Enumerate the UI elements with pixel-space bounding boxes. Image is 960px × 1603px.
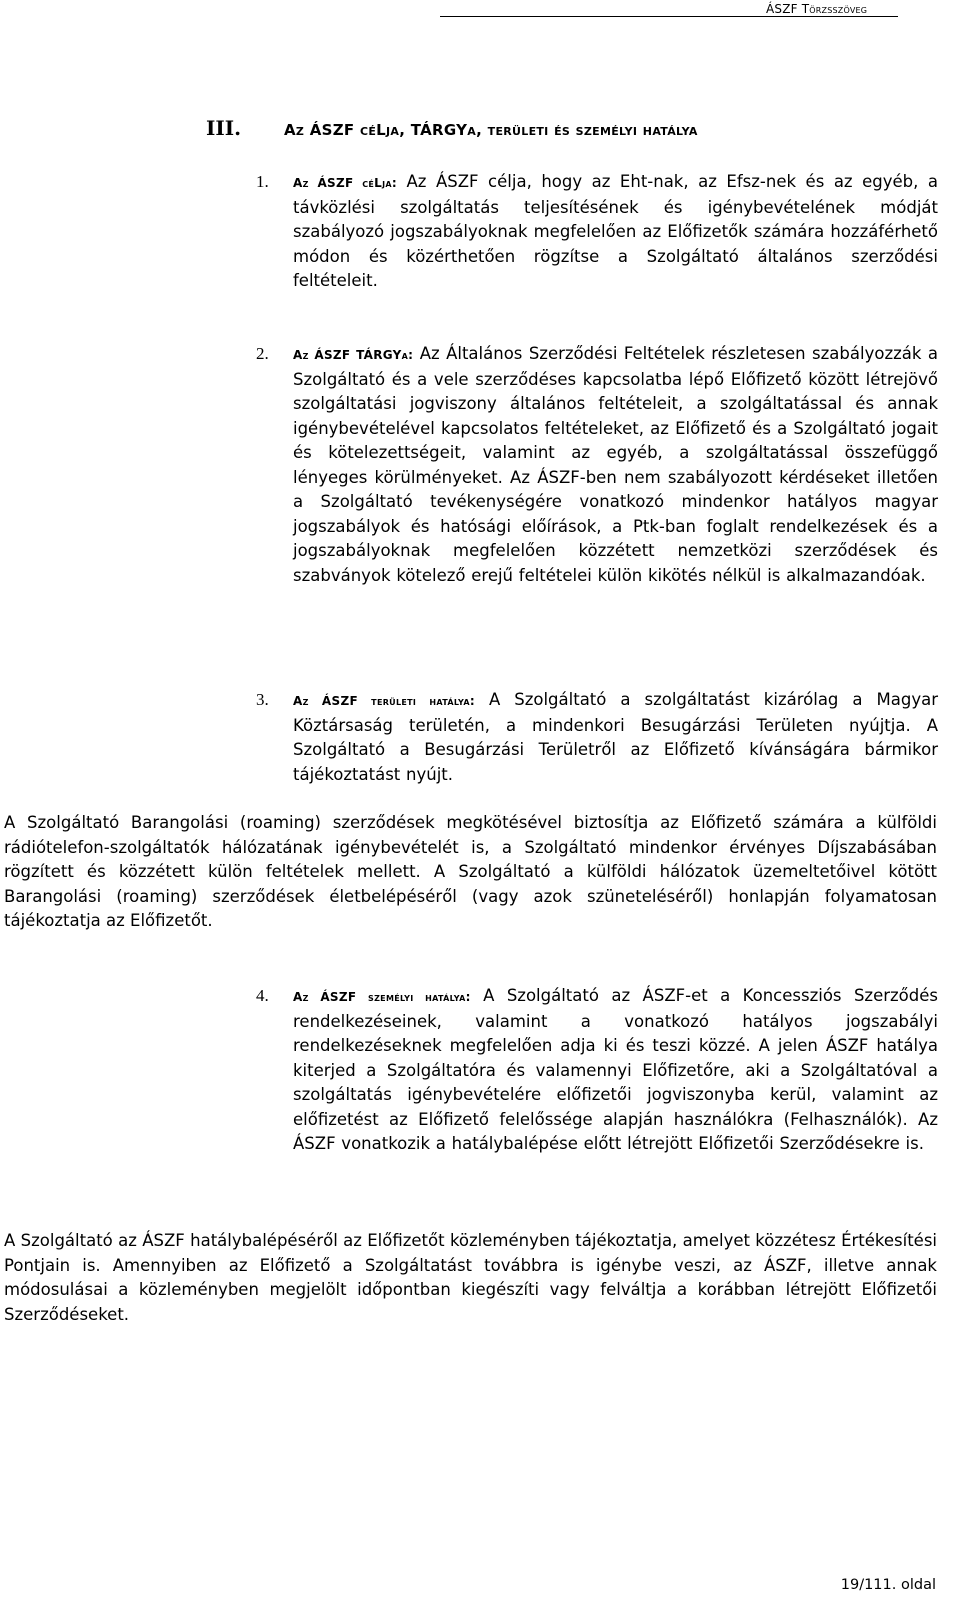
item-purpose — [256, 170, 938, 294]
item-title: Az ÁSZF személyi hatálya: — [293, 990, 471, 1004]
item-text: Az ÁSZF célja, hogy az Eht-nak, az Efsz-nek és az egyéb, a távközlési szolgáltatás teljesítésének és igénybevételének módját szabályozó jogszabályoknak megfelelően az Előfizetők számára hozzáférhető módon és közérthetően rögzítse a Szolgáltató általános szerződési feltételeit. — [293, 172, 939, 290]
item-number: 1. — [256, 172, 269, 191]
page-header — [0, 0, 960, 22]
item-title: Az ÁSZF területi hatálya: — [293, 694, 475, 708]
item-text: Az Általános Szerződési Feltételek részletesen szabályozzák a Szolgáltató és a vele szerződéses kapcsolatba lépő Előfizető között létrejövő szolgáltatási jogviszony általános feltételeit, a szolgáltatással és annak igénybevételével kapcsolatos feltételeket, az Előfizető és a Szolgáltató jogait és kötelezettségeit, valamint az egyéb, a szolgáltatással összefüggő lényeges körülményeket. Az ÁSZF-ben nem szabályozott kérdéseket illetően a Szolgáltató tevékenységére vonatkozó mindenkor hatályos magyar jogszabályok és hatósági előírások, a Ptk-ban foglalt rendelkezések és a jogszabályoknak megfelelően közzétett nemzetközi szerződések és szabványok kötelező erejű feltételei külön kikötés nélkül is alkalmazandóak. — [293, 344, 938, 585]
item-number: 2. — [256, 344, 269, 363]
item-territorial-scope — [256, 688, 938, 787]
item-title: Az ÁSZF TÁRGYa: — [293, 348, 414, 362]
item-text: A Szolgáltató az ÁSZF-et a Koncessziós Szerződés rendelkezéseinek, valamint a vonatkozó hatályos jogszabályi rendelkezéseknek megfelelően adja ki és teszi közzé. A jelen ÁSZF hatálya kiterjed a Szolgáltatóra és valamennyi Előfizetőre, aki a Szolgáltatóval a szolgáltatás igénybevételére előfizetői jogviszonyba kerül, valamint az előfizetést az Előfizető felelőssége alapján használókra (Felhasználók). Az ÁSZF vonatkozik a hatálybalépése előtt létrejött Előfizetői Szerződésekre is. — [293, 986, 938, 1153]
section-title: Az ÁSZF céLja, TÁRGYa, területi és személyi hatálya — [284, 121, 698, 139]
header-title: ÁSZF Törzsszöveg — [766, 2, 868, 16]
item-title: Az ÁSZF céLja: — [293, 176, 397, 190]
item-number: 4. — [256, 986, 269, 1005]
item-personal-scope — [256, 984, 938, 1157]
page-number: 19/111. oldal — [840, 1577, 936, 1593]
item-number: 3. — [256, 690, 269, 709]
header-rule — [440, 16, 898, 17]
item-body — [293, 342, 938, 588]
item-text: A Szolgáltató a szolgáltatást kizárólag a Magyar Köztársaság területén, a mindenkori Besugárzási Területen nyújtja. A Szolgáltató a Besugárzási Területről az Előfizető kívánságára bármikor tájékoztatást nyújt. — [293, 690, 938, 784]
item-body — [293, 170, 938, 294]
section-number: III. — [206, 116, 242, 140]
effective-date-paragraph: A Szolgáltató az ÁSZF hatálybalépéséről az Előfizetőt közleményben tájékoztatja, amelyet közzétesz Értékesítési Pontjain is. Amennyiben az Előfizető a Szolgáltatást továbbra is igénybe veszi, az ÁSZF, illetve annak módosulásai a közleményben megjelölt időpontban kiegészíti vagy felváltja a korábban létrejött Előfizetői Szerződéseket. — [4, 1231, 937, 1324]
item-body — [293, 984, 938, 1157]
roaming-paragraph: A Szolgáltató Barangolási (roaming) szerződések megkötésével biztosítja az Előfizető számára a külföldi rádiótelefon-szolgáltatók hálózatának igénybevételét is, a Szolgáltató mindenkor érvényes Díjszabásában rögzített és közzétett külön feltételek mellett. A Szolgáltató a külföldi hálózatok üzemeltetőivel kötött Barangolási (roaming) szerződések életbelépéséről (vagy azok szüneteléséről) honlapján folyamatosan tájékoztatja az Előfizetőt. — [4, 813, 937, 930]
item-body — [293, 688, 938, 787]
section-heading — [206, 116, 698, 140]
item-subject — [256, 342, 938, 588]
